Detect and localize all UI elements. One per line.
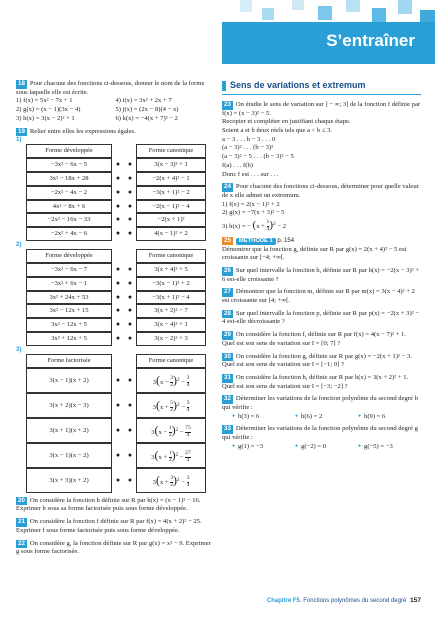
fraction: $\frac{3}{2}$ [170,475,174,488]
expression-left: −2x² − 4x − 2 [26,186,112,200]
expression-right: 3(x + $\frac{3}{2}$ )$^2$ − $\frac{3}{4}$ [136,468,206,493]
expression-right: 3(x − 3)² + 1 [136,158,206,172]
function-suffix: − 2 [277,223,287,231]
fraction: $\frac{75}{4}$ [185,425,191,438]
column-header: Forme factorisée [26,354,112,368]
exercise-text: Déterminer les variations de la fonction polynôme du second degré h qui vérifie : [222,395,418,412]
connector-dot[interactable]: ● [127,187,133,196]
exercise-text: On considère la fonction h définie sur R par h(x) = (x − 1)² − 16. Exprimer h sous sa forme factorisée puis sous forme développée. [16,496,201,513]
fraction: $\frac{3}{4}$ [186,400,190,413]
chapter-title: Fonctions polynômes du second degré [303,598,407,604]
connector-dot[interactable]: ● [115,229,121,238]
function-inner: x + [256,223,267,231]
exercise-number: 21 [18,518,25,526]
connector-dot[interactable]: ● [115,174,121,182]
function-prefix: 3) h(x) = − [222,223,251,231]
column-header: Forme développée [26,144,112,158]
exercise-text: On considère la fonction h, définie sur R par h(x) = 3(x + 2)² + 1. [235,373,409,381]
exercise-30 [222,353,421,370]
expression-right: −2(x + 4)² − 1 [136,172,206,186]
function-item: 2) g(x) = −7(x + 3)² − 5 [222,209,285,217]
expression-right: −2(x − 1)² − 4 [136,200,206,214]
connector-dot[interactable]: ● [115,333,121,342]
condition-item: ● h(6) = 2 [295,413,358,422]
connector-dot[interactable]: ● [127,306,133,315]
exercise-text: On considère la fonction g, définie sur R par g(x) = −2(x + 1)² − 3. [235,352,412,360]
connector-dot[interactable]: ● [127,229,133,238]
expression-right: −3(x − 1)² + 2 [136,277,206,291]
fraction: $\frac{5}{2}$ [170,400,174,413]
decor-square [420,10,435,22]
expression-right: 3(x − 2)² + 3 [136,332,206,346]
expression-right: 3(x + $\frac{1}{2}$ )$^2$ − $\frac{27}{4}$ [136,443,206,468]
expression-left: 3x² + 24x + 53 [26,291,112,305]
condition-item: ● g(1) = −3 [232,443,295,452]
decor-square [398,0,412,14]
exercise-question: Quel est son sens de variation sur I = [−3; −2] ? [222,382,348,390]
expression-left: 3x² − 12x + 15 [26,304,112,318]
exercise-21 [16,518,211,535]
exercise-23 [222,101,421,179]
connector-dot[interactable]: ● [127,333,133,342]
exercise-number: 23 [224,100,231,108]
exercise-line: (a − 3)² . . . (b − 3)² [222,144,274,152]
connector-dot[interactable]: ● [115,187,121,196]
expression-left: 3(x + 1)(x + 2) [26,418,112,443]
exercise-number: 22 [18,539,25,547]
function-item: 6) k(x) = −4(x + 7)² − 2 [115,114,178,122]
exercise-number: 19 [18,127,25,135]
expression-left: 3(x + 2)(x − 3) [26,393,112,418]
exercise-19 [16,128,211,493]
exercise-26 [222,267,421,284]
expression-right: 3(x + 2)² − 7 [136,304,206,318]
function-item: 1) f(x) = 2(x − 1)² + 2 [222,200,280,208]
expression-right: 4(x − 1)² + 2 [136,227,206,241]
connector-dot[interactable]: ● [127,475,133,484]
connector-dot[interactable]: ● [115,201,121,210]
condition-item: ● h(9) = 6 [358,413,421,422]
expression-left: −2x² + 4x − 6 [26,227,112,241]
exercise-text: Relier entre elles les expressions égales. [29,127,136,135]
connector-dot[interactable]: ● [115,320,121,329]
condition-list [232,443,421,452]
connector-dot[interactable]: ● [115,160,121,169]
exercise-question: Quel est son sens de variation sur I = [0; 7] ? [222,339,341,347]
expression-left: −3x² − 6x − 5 [26,158,112,172]
exercise-number: 30 [224,352,231,360]
expression-left: 3(x − 1)(x + 2) [26,368,112,393]
expression-left: 3(x − 1)(x − 2) [26,443,112,468]
exercise-18 [16,80,211,124]
part-label: 3) [16,345,22,353]
exercise-number: 18 [18,80,25,87]
method-badge[interactable]: MÉTHODE 1 [236,238,276,246]
condition-item: ● g(−2) = 0 [295,443,358,452]
left-column [16,80,211,561]
exercise-text: On considère la fonction f, définie sur R par f(x) = 4(x − 7)² + 1. [235,331,406,339]
exercise-text: Sur quel intervalle la fonction h, définie sur R par h(x) = −2(x − 3)² + 6 est-elle croissante ? [222,266,420,283]
expression-left: 3x² − 12x + 5 [26,318,112,332]
expression-right: 3(x + $\frac{5}{2}$ )$^2$ − $\frac{3}{4}$ [136,393,206,418]
exercise-number: 26 [224,266,231,274]
connector-dot[interactable]: ● [127,264,133,273]
expression-right: 3(x + 4)² + 5 [136,263,206,277]
exercise-number: 27 [224,288,231,296]
exercise-number: 24 [224,183,231,191]
section-title: Sens de variations et extremum [222,80,421,95]
connector-dot[interactable]: ● [115,264,121,273]
exercise-25 [222,237,421,263]
matching-table-2 [26,249,211,346]
decor-square [262,8,274,20]
page-header [0,0,435,64]
expression-left: −3x² − 6x − 7 [26,263,112,277]
exercise-number: 20 [18,496,25,504]
function-item: 3) h(x) = 3(x − 2)² + 1 [16,114,75,122]
expression-left: −3x² + 6x − 1 [26,277,112,291]
matching-table-1 [26,144,211,241]
function-list [16,97,211,123]
expression-right: 3(x − $\frac{1}{2}$ )$^2$ − $\frac{75}{4}$ [136,418,206,443]
chapter-label: Chapitre F5. [266,598,302,604]
exercise-20 [16,497,211,514]
connector-dot[interactable]: ● [127,174,133,182]
fraction: $\frac{1}{4}$ [266,219,270,232]
connector-dot[interactable]: ● [127,292,133,301]
exercise-text: Déterminer les variations de la fonction polynôme du second degré g qui vérifie : [222,425,418,442]
connector-dot[interactable]: ● [115,292,121,301]
connector-dot[interactable]: ● [127,215,133,224]
right-column [222,80,421,456]
part-label: 1) [16,136,22,144]
function-item: 1) f(x) = 5x² − 7x + 1 [16,97,73,105]
connector-dot[interactable]: ● [115,306,121,315]
fraction: $\frac{3}{4}$ [186,475,190,488]
exercise-number: 29 [224,331,231,339]
fraction: $\frac{3}{4}$ [186,375,190,388]
exercise-number: 28 [224,309,231,317]
exercise-line: Donc f est . . . sur . . . [222,170,279,178]
exercise-text: Pour chacune des fonctions ci-dessous, déterminer pour quelle valeur de x elle admet un extremum. [222,183,419,199]
page-title: S’entraîner [326,31,415,50]
exercise-line: (a − 3)² − 5 . . . (b − 3)² − 5 [222,153,294,161]
matching-table-3 [26,354,211,493]
exercise-line: Soient a et b deux réels tels que a < b ≤ 3. [222,126,333,134]
connector-dot[interactable]: ● [115,278,121,287]
exercise-32 [222,395,421,421]
column-header: Forme canonique [136,144,206,158]
connector-dot[interactable]: ● [127,201,133,210]
column-header: Forme développée [26,249,112,263]
connector-dot[interactable]: ● [127,425,133,434]
function-item: 2) g(x) = (x − 1)(3x − 4) [16,106,81,114]
fraction: $\frac{27}{4}$ [185,450,191,463]
expression-left: 4x² − 8x + 6 [26,200,112,214]
exercise-line: a − 3 . . . b − 3 . . . 0 [222,135,276,143]
exercise-line: f(a) . . . f(b) [222,161,253,169]
exercise-line: Recopier et compléter en justifiant chaque étape. [222,118,351,126]
condition-item: ● h(3) = 6 [232,413,295,422]
exercise-number: 31 [224,373,231,381]
connector-dot[interactable]: ● [127,375,133,384]
connector-dot[interactable]: ● [115,475,121,484]
function-item: 4) i(x) = 3x² + 2x + 7 [115,97,172,105]
exercise-33 [222,425,421,451]
expression-right: 3(x − $\frac{3}{2}$ )$^2$ − $\frac{3}{4}$ [136,368,206,393]
function-item: 5) j(x) = (2x − 8)(4 − x) [115,106,179,114]
column-header: Forme canonique [136,354,206,368]
expression-left: 3x² − 18x + 28 [26,172,112,186]
expression-right: −3(x + 1)² − 2 [136,186,206,200]
decor-square [240,0,252,12]
exercise-text: On étudie le sens de variation sur ] − ∞; 3] de la fonction f définie par f(x) = (x − 3)² − 5. [222,100,421,117]
column-header: Forme canonique [136,249,206,263]
connector-dot[interactable]: ● [115,375,121,384]
decor-square [292,0,304,10]
expression-left: −2x² − 16x − 33 [26,213,112,227]
exercise-31 [222,374,421,391]
expression-left: 3(x + 3)(x + 2) [26,468,112,493]
condition-list [232,413,421,422]
fraction: $\frac{3}{2}$ [170,375,174,388]
expression-right: −3(x + 1)² − 4 [136,291,206,305]
exercise-text: Pour chacune des fonctions ci-dessous, donner le nom de la forme sous laquelle elle est écrite. [16,80,205,96]
connector-dot[interactable]: ● [115,400,121,409]
exercise-number: 25 [224,236,231,244]
connector-dot[interactable]: ● [115,450,121,459]
exercise-28 [222,310,421,327]
page-reference[interactable]: p. 154 [277,237,295,244]
exercise-text: Démontrer que la fonction m, définie sur R par m(x) = 3(x − 4)² + 2 est croissante sur [4; +∞[. [222,288,415,305]
exercise-29 [222,331,421,348]
function-item-3: 3) h(x) = − (x + $\frac{1}{4}$ )$^2$ − 2 [222,219,287,232]
exercise-number: 33 [224,425,231,433]
connector-dot[interactable]: ● [127,400,133,409]
exercise-text: Démontrer que la fonction g, définie sur R par g(x) = 2(x + 4)² − 5 est croissante sur [−4; +∞[. [222,245,407,262]
connector-dot[interactable]: ● [115,425,121,434]
expression-right: −2(x + 1)² [136,213,206,227]
exercise-24 [222,183,421,232]
expression-left: 3x² + 12x + 5 [26,332,112,346]
exercise-text: On considère la fonction f définie sur R par f(x) = 4(x + 2)² − 25. Exprimer f sous forme factorisée puis sous forme développée. [16,518,202,534]
fraction: $\frac{1}{2}$ [168,450,172,463]
page-footer [267,597,421,606]
connector-dot[interactable]: ● [127,450,133,459]
connector-dot[interactable]: ● [127,278,133,287]
exercise-text: On considère g, la fonction définie sur R par g(x) = x² − 9. Exprimer g sous forme factorisée. [16,539,211,556]
fraction: $\frac{1}{2}$ [168,425,172,438]
expression-right: 3(x − 4)² + 1 [136,318,206,332]
exercise-question: Quel est son sens de variation sur I = [−1; 0] ? [222,361,344,369]
page-number: 157 [409,597,421,604]
connector-dot[interactable]: ● [127,160,133,169]
part-label: 2) [16,240,22,248]
exercise-text: Sur quel intervalle la fonction p, définie sur R par p(x) = −2(x + 3)² − 4 est-elle décroissante ? [222,309,420,326]
condition-item: ● g(−5) = −3 [358,443,421,452]
decor-square [346,0,360,12]
connector-dot[interactable]: ● [127,320,133,329]
decor-square [372,8,386,22]
decor-square [318,6,332,20]
exercise-22 [16,540,211,557]
connector-dot[interactable]: ● [115,215,121,224]
exercise-number: 32 [224,395,231,403]
exercise-27 [222,288,421,305]
